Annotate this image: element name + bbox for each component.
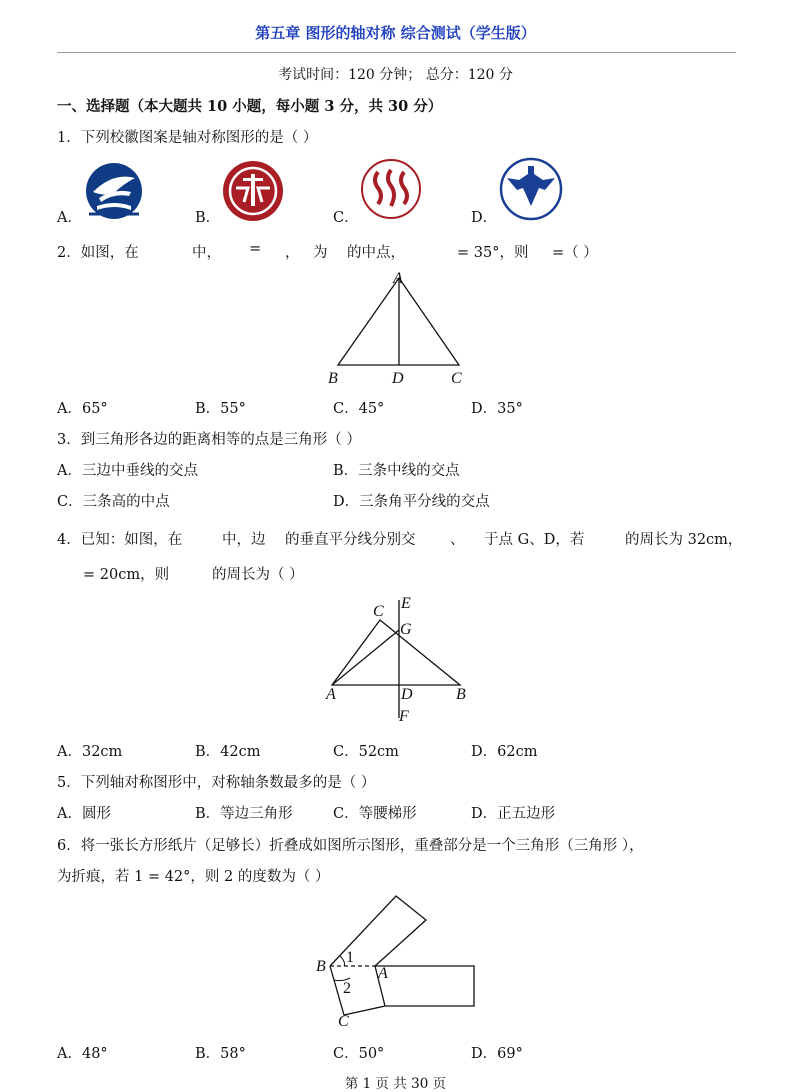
q4-label-f: F xyxy=(399,708,409,725)
q4-option-b: B．42cm xyxy=(195,744,261,760)
page-footer: 第 1 页 共 30 页 xyxy=(344,1076,447,1092)
q6-option-d: D．69° xyxy=(471,1046,523,1062)
exam-info: 考试时间：120 分钟； 总分：120 分 xyxy=(278,67,513,83)
q2-label-c: C xyxy=(451,370,462,387)
q6-label-c: C xyxy=(338,1013,349,1030)
q2-option-b: B．55° xyxy=(195,401,246,417)
q3-option-a: A．三边中垂线的交点 xyxy=(57,463,198,479)
q2-option-a: A．65° xyxy=(57,401,108,417)
question-5-stem: 5．下列轴对称图形中，对称轴条数最多的是（ ） xyxy=(57,775,376,791)
q2-option-d: D．35° xyxy=(471,401,523,417)
q4-label-a: A xyxy=(326,686,336,703)
q3-option-b: B．三条中线的交点 xyxy=(333,463,460,479)
q4-option-a: A．32cm xyxy=(57,744,123,760)
q5-option-a: A．圆形 xyxy=(57,806,111,822)
emblem-a-image xyxy=(83,162,145,222)
q4-triangle-figure xyxy=(320,590,480,730)
q4-label-c: C xyxy=(373,603,384,620)
q1-option-c: C． xyxy=(333,210,359,226)
header-divider xyxy=(57,52,736,53)
q3-option-d: D．三条角平分线的交点 xyxy=(333,494,490,510)
question-1-stem: 1．下列校徽图案是轴对称图形的是（ ） xyxy=(57,130,318,146)
q4-label-b: B xyxy=(456,686,466,703)
q4-label-d: D xyxy=(401,686,413,703)
q6-option-a: A．48° xyxy=(57,1046,108,1062)
q2-label-a: A xyxy=(393,270,403,287)
q1-option-b: B． xyxy=(195,210,221,226)
q2-triangle-figure xyxy=(320,266,480,390)
q4-option-c: C．52cm xyxy=(333,744,399,760)
emblem-d-image xyxy=(499,158,563,220)
q1-option-a: A． xyxy=(57,210,82,226)
q6-label-angle-1: 1 xyxy=(346,949,354,966)
q1-option-d: D． xyxy=(471,210,498,226)
q2-option-c: C．45° xyxy=(333,401,385,417)
q6-option-c: C．50° xyxy=(333,1046,385,1062)
q4-label-g: G xyxy=(400,621,412,638)
question-3-stem: 3．到三角形各边的距离相等的点是三角形（ ） xyxy=(57,432,361,448)
q2-label-b: B xyxy=(328,370,338,387)
q6-label-b: B xyxy=(316,958,326,975)
q6-label-a: A xyxy=(378,965,388,982)
q6-option-b: B．58° xyxy=(195,1046,246,1062)
q6-label-angle-2: 2 xyxy=(343,980,351,997)
q5-option-c: C．等腰梯形 xyxy=(333,806,417,822)
q3-option-c: C．三条高的中点 xyxy=(57,494,170,510)
emblem-b-image xyxy=(222,160,284,222)
section-heading: 一、选择题（本大题共 10 小题，每小题 3 分，共 30 分） xyxy=(57,98,443,115)
q5-option-d: D．正五边形 xyxy=(471,806,556,822)
q4-option-d: D．62cm xyxy=(471,744,538,760)
document-title: 第五章 图形的轴对称 综合测试（学生版） xyxy=(255,24,536,42)
emblem-c-image xyxy=(360,158,422,220)
question-6-stem-line2: 为折痕，若 1 = 42°，则 2 的度数为（ ） xyxy=(57,869,330,885)
q5-option-b: B．等边三角形 xyxy=(195,806,293,822)
q6-folded-paper-figure xyxy=(310,890,490,1030)
q4-label-e: E xyxy=(401,595,411,612)
q2-label-d: D xyxy=(392,370,404,387)
question-6-stem: 6．将一张长方形纸片（足够长）折叠成如图所示图形，重叠部分是一个三角形（三角形 ）， xyxy=(57,838,644,854)
